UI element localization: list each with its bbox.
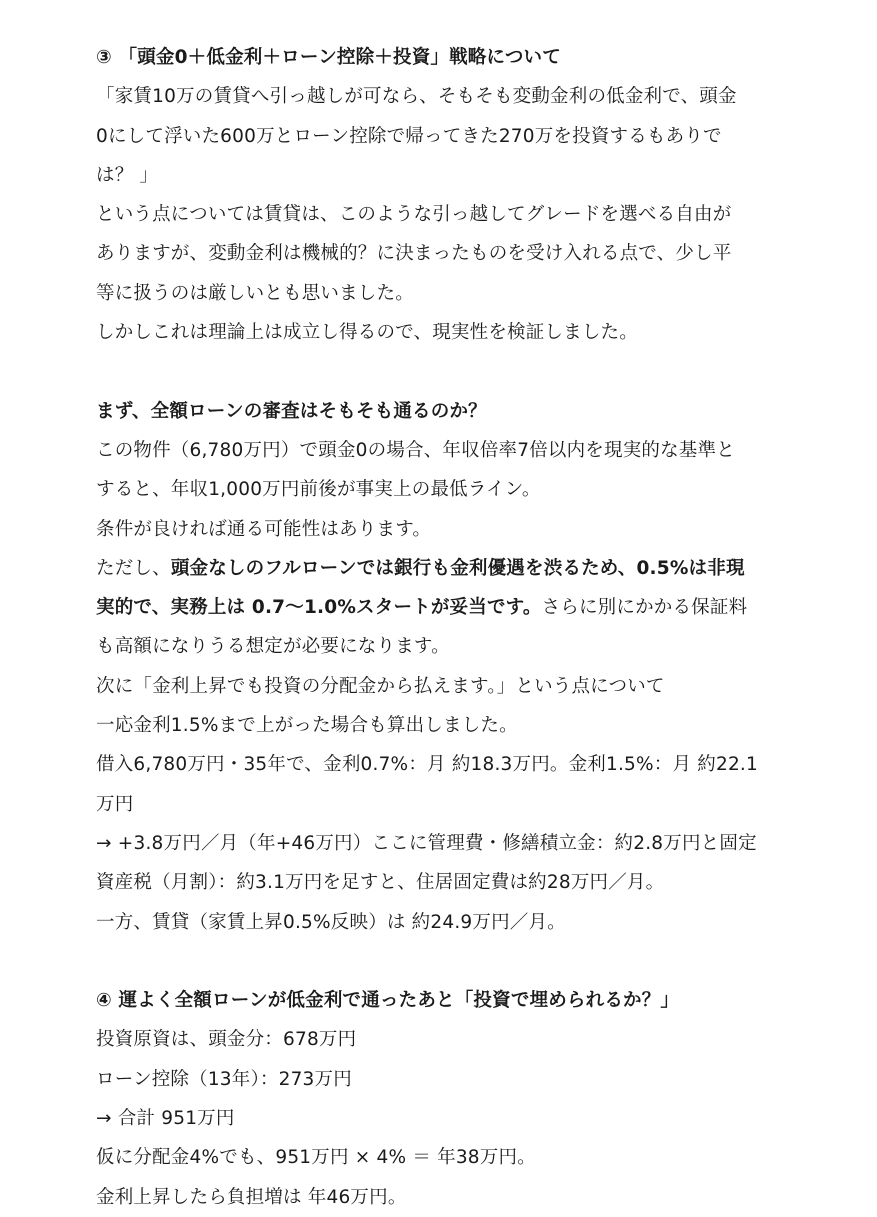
paragraph-line (96, 588, 776, 627)
bold-emphasis: 実的で、実務上は 0.7〜1.0%スタートが妥当です。 (96, 597, 542, 619)
paragraph-line: 次に「金利上昇でも投資の分配金から払えます。」という点について (96, 675, 665, 697)
paragraph-line: 「家賃10万の賃貸へ引っ越しが可なら、そもそも変動金利の低金利で、頭金 (96, 86, 737, 108)
paragraph-line: は？ 」 (96, 164, 159, 186)
paragraph-line: 投資原資は、頭金分：678万円 (96, 1029, 357, 1051)
paragraph-line: → +3.8万円／月（年+46万円）ここに管理費・修繕積立金：約2.8万円と固定 (96, 832, 757, 854)
paragraph-line: も高額になりうる想定が必要になります。 (96, 636, 450, 658)
paragraph-line (96, 549, 776, 588)
line-suffix: さらに別にかかる保証料 (541, 597, 748, 619)
paragraph-line: → 合計 951万円 (96, 1108, 235, 1130)
paragraph-line: 等に扱うのは厳しいとも思いました。 (96, 282, 414, 304)
paragraph-line: 一方、賃貸（家賃上昇0.5%反映）は 約24.9万円／月。 (96, 911, 566, 933)
paragraph-line: という点については賃貸は、このような引っ越してグレードを選べる自由が (96, 204, 732, 226)
paragraph-line: しかしこれは理論上は成立し得るので、現実性を検証しました。 (96, 322, 638, 344)
blank-line (96, 942, 776, 981)
paragraph-line: 0にして浮いた600万とローン控除で帰ってきた270万を投資するもありで (96, 125, 722, 147)
paragraph-line: 借入6,780万円・35年で、金利0.7%：月 約18.3万円。金利1.5%：月 約22.1 (96, 754, 758, 776)
bold-emphasis: 頭金なしのフルローンでは銀行も金利優遇を渋るため、0.5%は非現 (170, 557, 745, 579)
paragraph-line: すると、年収1,000万円前後が事実上の最低ライン。 (96, 479, 541, 501)
paragraph-line: 万円 (96, 793, 134, 815)
line-prefix: ただし、 (96, 557, 171, 579)
paragraph-line: ローン控除（13年）：273万円 (96, 1068, 352, 1090)
loan-review-heading: まず、全額ローンの審査はそもそも通るのか？ (96, 400, 487, 422)
paragraph-line: 資産税（月割）：約3.1万円を足すと、住居固定費は約28万円／月。 (96, 872, 665, 894)
section-3-heading: ③ 「頭金0＋低金利＋ローン控除＋投資」戦略について (96, 47, 561, 68)
paragraph-line: 条件が良ければ通る可能性はあります。 (96, 518, 432, 540)
paragraph-line: 金利上昇したら負担増は 年46万円。 (96, 1186, 407, 1208)
paragraph-line: 一応金利1.5%まで上がった場合も算出しました。 (96, 715, 518, 737)
paragraph-line: 仮に分配金4%でも、951万円 × 4% ＝ 年38万円。 (96, 1147, 536, 1169)
blank-line (96, 352, 776, 391)
paragraph-line: ありますが、変動金利は機械的？に決まったものを受け入れる点で、少し平 (96, 243, 732, 265)
document-body (96, 38, 776, 1217)
paragraph-line: この物件（6,780万円）で頭金0の場合、年収倍率7倍以内を現実的な基準と (96, 439, 735, 461)
section-4-heading: ④ 運よく全額ローンが低金利で通ったあと「投資で埋められるか？」 (96, 990, 680, 1012)
